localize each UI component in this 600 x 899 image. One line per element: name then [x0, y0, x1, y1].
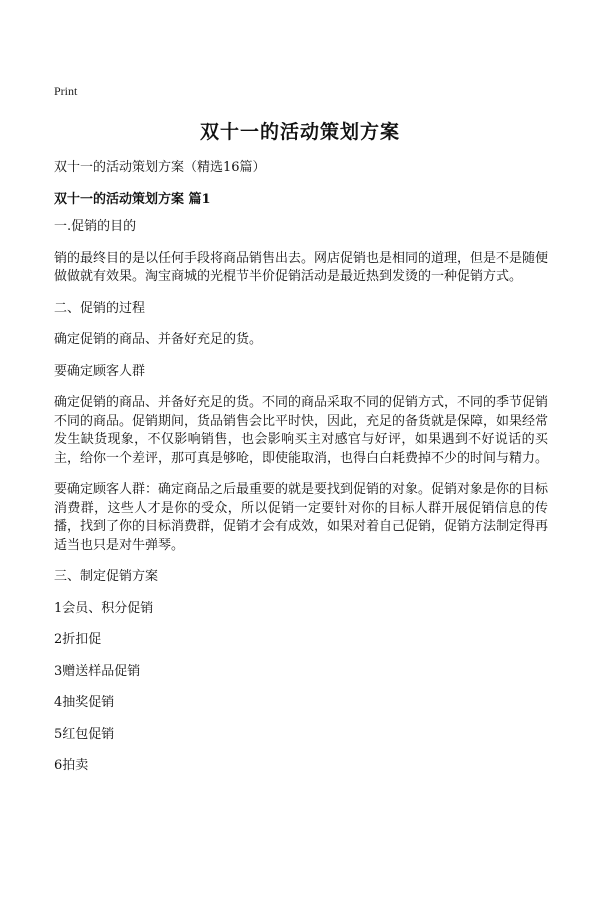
document-body	[54, 218, 548, 789]
document-subtitle: 双十一的活动策划方案（精选16篇）	[54, 160, 266, 175]
list-item: 2折扣促	[54, 632, 102, 647]
paragraph-purpose: 销的最终目的是以任何手段将商品销售出去。网店促销也是相同的道理，但是不是随便做做就有效果。淘宝商城的光棍节半价促销活动是最近热到发烫的一种促销方式。	[54, 250, 549, 284]
section-heading: 双十一的活动策划方案 篇1	[54, 192, 211, 207]
list-item: 1会员、积分促销	[54, 600, 154, 616]
paragraph-goods-detail: 确定促销的商品、并备好充足的货。不同的商品采取不同的促销方式，不同的季节促销不同的商品。促销期间，货品销售会比平时快，因此，充足的备货就是保障，如果经常发生缺货现象，不仅影响销售，也会影响买主对感官与好评，如果遇到不好说话的买主，给你一个差评，那可真是够呛，即使能取消，也得白白耗费掉不少的时间与精力。	[54, 395, 549, 466]
list-item: 4抽奖促销	[54, 695, 115, 710]
list-item: 3赠送样品促销	[54, 663, 141, 679]
heading-plan: 三、制定促销方案	[54, 569, 159, 584]
heading-purpose: 一.促销的目的	[54, 219, 137, 234]
page-title: 双十一的活动策划方案	[199, 121, 400, 143]
heading-process: 二、促销的过程	[54, 300, 146, 316]
list-item: 6拍卖	[54, 758, 89, 773]
paragraph-customers-detail: 要确定顾客人群：确定商品之后最重要的就是要找到促销的对象。促销对象是你的目标消费群，这些人才是你的受众，所以促销一定要针对你的目标人群开展促销信息的传播，找到了你的目标消费群，促销才会有成效，如果对着自己促销，促销方法制定得再适当也只是对牛弹琴。	[54, 482, 549, 553]
list-item: 5红包促销	[54, 726, 115, 742]
heading-customers: 要确定顾客人群	[54, 363, 146, 379]
print-link[interactable]: Print	[54, 84, 78, 98]
paragraph-goods: 确定促销的商品、并备好充足的货。	[54, 332, 263, 347]
